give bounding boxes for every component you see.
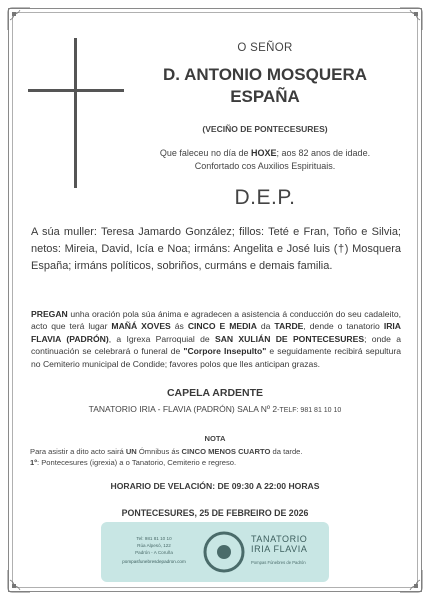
death-info [130,147,400,173]
death-text-pre: Que faleceu no día de [159,148,251,158]
family-list: A súa muller: Teresa Jamardo González; fillos: Teté e Fran, Toño e Silvia; netos: Mireia, David, Icía e Noa; irmáns: Angelita e José luis (†) Mosquera España; irmáns políticos, sobriños, curmáns e demais familia. [31,226,401,272]
capela-title: CAPELA ARDENTE [166,387,264,399]
pregan-church: SAN XULIÁN DE PONTECESURES [214,333,365,344]
name-line-2: ESPAÑA [230,87,300,106]
brand-subtitle: Pompas Fúnebres de Padrón [251,560,306,565]
pregan-text: da [256,321,275,332]
nota-text: Para asistir a dito acto sairá [30,447,126,456]
pregan-text: e seguidamente recibirá sepultura no Cemiterio municipal de Condide; favores polos que lles anticipan grazas. [31,346,401,369]
ring-logo-icon [201,529,247,575]
banner-phone: Tel: 981 81 10 10 [136,536,172,541]
corner-ornament-icon [398,568,424,594]
banner-brand [251,534,325,565]
pregan-tanatorio: IRIA FLAVIA (PADRÓN) [31,321,401,344]
pregan-text: , a Igrexa Parroquial de [108,333,215,344]
capela-ardente [30,387,400,414]
brand-line-1: TANATORIO [251,534,308,544]
nota-title: NOTA [204,434,226,443]
corner-ornament-icon [6,6,32,32]
funeral-home-banner [101,522,329,582]
pregan-text: unha oración pola súa ánima e agradecen a asistencia á conducción do seu cadaleito, acto que terá lugar [31,309,401,332]
brand-line-2: IRIA FLAVIA [251,544,308,554]
pregan-text: , dende o tanatorio [303,321,384,332]
capela-place: TANATORIO IRIA - FLAVIA (PADRÓN) SALA Nº 2 [88,404,278,414]
death-day: HOXE [250,148,277,158]
nota-line-1 [30,446,400,457]
capela-phone: -TELF: 981 81 10 10 [277,407,342,414]
pregan-funeral: "Corpore Insepulto" [183,346,267,357]
pregan-tarde: TARDE [274,321,304,332]
nota-section [30,434,400,468]
name-line-1: D. ANTONIO MOSQUERA [162,65,367,84]
place-date: PONTECESURES, 25 DE FEBREIRO DE 2026 [121,508,309,518]
notice-header [130,38,400,210]
nota-bold: UN [125,447,137,456]
pregan-day: MAÑÁ XOVES [111,321,171,332]
pregan-text: ás [170,321,188,332]
nota-text: Ómnibus ás [136,447,182,456]
pregan-text: ; onde a continuación se celebrará o funeral de [31,333,401,357]
nota-bold: CINCO MENOS CUARTO [181,447,271,456]
banner-website: pompasfunebresdepadron.com [122,559,186,564]
banner-contact [109,535,199,565]
dep-text: D.E.P. [234,186,296,209]
wake-hours: HORARIO DE VELACIÓN: DE 09:30 A 22:00 HORAS [110,481,320,491]
corner-ornament-icon [6,568,32,594]
pregan-word: PREGAN [31,309,68,319]
nota-text: da tarde. [270,447,303,456]
banner-address-1: Rúa Alpesó, 122 [137,543,171,548]
nota-line-2 [30,457,400,468]
funeral-paragraph [31,308,401,370]
salutation: O SEÑOR [237,42,293,54]
deceased-name [130,64,400,108]
corner-ornament-icon [398,6,424,32]
cross-icon [28,38,124,188]
comforted-text: Confortado cos Auxilios Espirituais. [194,161,336,171]
banner-address-2: Padrón - A Coruña [135,550,173,555]
death-text-post: ; aos 82 anos de idade. [276,148,371,158]
nota-text: : Pontecesures (igrexia) a o Tanatorio, Cemiterio e regreso. [37,458,237,467]
pregan-time: CINCO E MEDIA [187,321,257,332]
nota-bold: 1º [30,458,37,467]
residence: (VECIÑO DE PONTECESURES) [202,124,328,134]
capela-location [30,404,400,414]
